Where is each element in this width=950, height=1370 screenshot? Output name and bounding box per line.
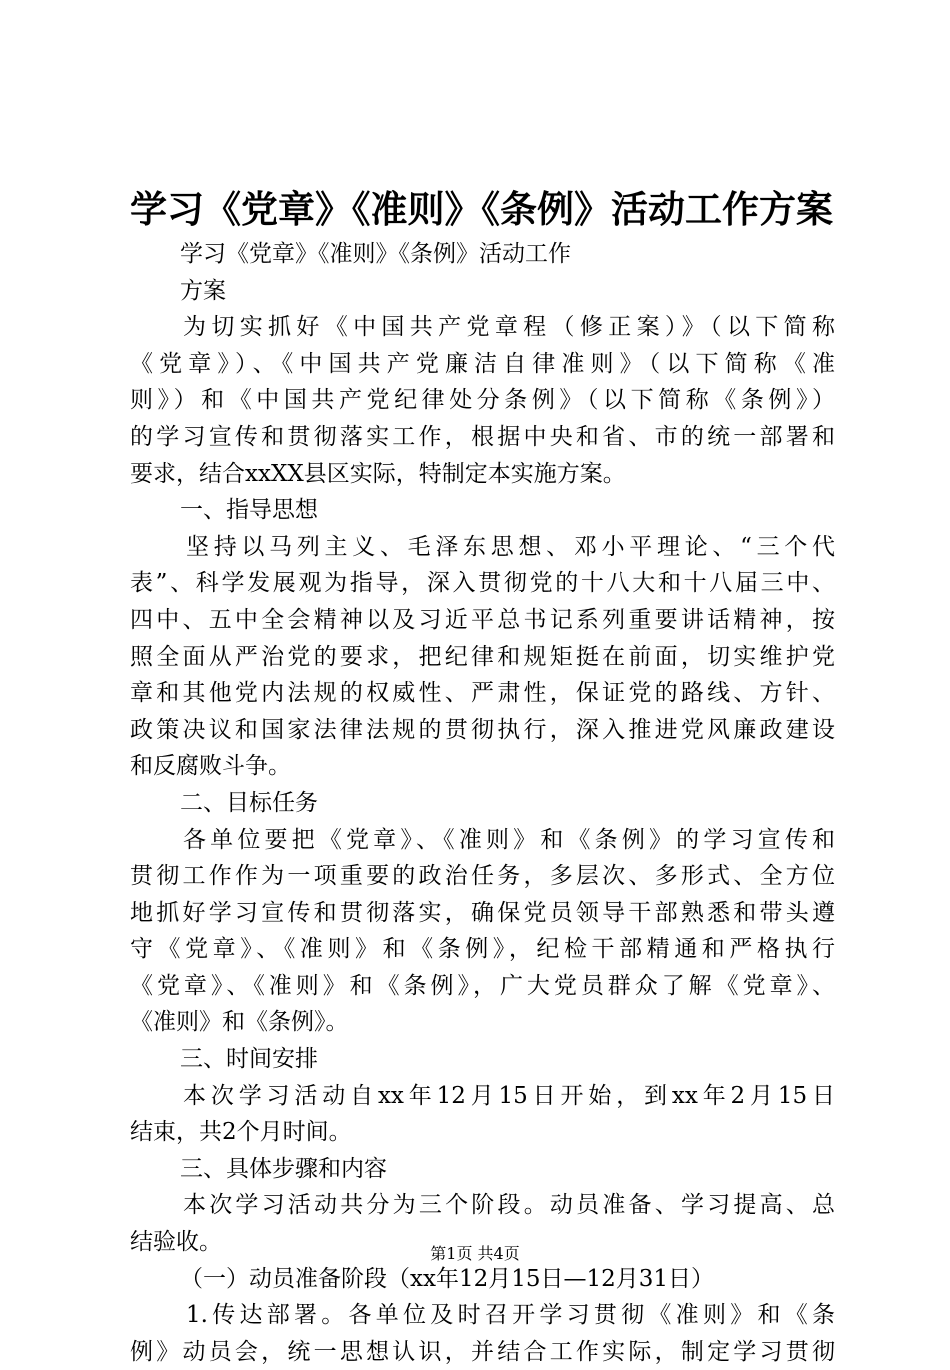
body-line: 三、时间安排: [180, 1046, 318, 1073]
body-line: 本次学习活动自xx年12月15日开始，到xx年2月15日: [183, 1082, 835, 1109]
body-line: 本次学习活动共分为三个阶段。动员准备、学习提高、总: [183, 1192, 835, 1219]
body-line: 结束，共2个月时间。: [130, 1119, 352, 1146]
body-line: 《党章》、《准则》和《条例》，广大党员群众了解《党章》、: [130, 972, 835, 999]
body-line: 《准则》和《条例》。: [130, 1009, 349, 1036]
body-line: 政策决议和国家法律法规的贯彻执行，深入推进党风廉政建设: [130, 716, 835, 743]
body-line: （一）动员准备阶段（xx年12月15日—12月31日）: [180, 1265, 715, 1292]
body-line: 的学习宣传和贯彻落实工作，根据中央和省、市的统一部署和: [130, 423, 835, 450]
body-line: 坚持以马列主义、毛泽东思想、邓小平理论、“三个代: [186, 533, 835, 560]
body-line: 要求，结合xxXX县区实际，特制定本实施方案。: [130, 460, 626, 487]
body-line: 照全面从严治党的要求，把纪律和规矩挺在前面，切实维护党: [130, 643, 835, 670]
body-line: 三、具体步骤和内容: [180, 1155, 387, 1182]
page-footer: 第1页 共4页: [430, 1244, 520, 1263]
body-line: 方案: [180, 277, 226, 304]
document-body: [130, 236, 835, 1370]
body-line: 例》动员会，统一思想认识，并结合工作实际，制定学习贯彻: [130, 1338, 835, 1365]
body-line: 守《党章》、《准则》和《条例》，纪检干部精通和严格执行: [130, 936, 835, 963]
body-line: 四中、五中全会精神以及习近平总书记系列重要讲话精神，按: [130, 606, 835, 633]
body-line: 1.传达部署。各单位及时召开学习贯彻《准则》和《条: [186, 1302, 835, 1329]
body-line: 贯彻工作作为一项重要的政治任务，多层次、多形式、全方位: [130, 863, 835, 890]
body-line: 《党章》）、《中国共产党廉洁自律准则》（以下简称《准: [130, 350, 835, 377]
body-line: 二、目标任务: [180, 789, 318, 816]
body-line: 学习《党章》《准则》《条例》活动工作: [180, 241, 571, 267]
body-line: 章和其他党内法规的权威性、严肃性，保证党的路线、方针、: [130, 680, 835, 707]
body-line: 地抓好学习宣传和贯彻落实，确保党员领导干部熟悉和带头遵: [130, 899, 835, 926]
body-line: 则》）和《中国共产党纪律处分条例》（以下简称《条例》）: [130, 387, 835, 414]
body-line: 和反腐败斗争。: [130, 753, 291, 780]
body-line: 结验收。: [130, 1229, 222, 1256]
body-line: 一、指导思想: [180, 497, 318, 524]
body-line: 表”、科学发展观为指导，深入贯彻党的十八大和十八届三中、: [130, 570, 835, 597]
body-line: 各单位要把《党章》、《准则》和《条例》的学习宣传和: [183, 826, 835, 853]
body-line: 为切实抓好《中国共产党章程（修正案）》（以下简称: [183, 314, 835, 341]
document-title: 学习《党章》《准则》《条例》活动工作方案: [130, 187, 833, 231]
